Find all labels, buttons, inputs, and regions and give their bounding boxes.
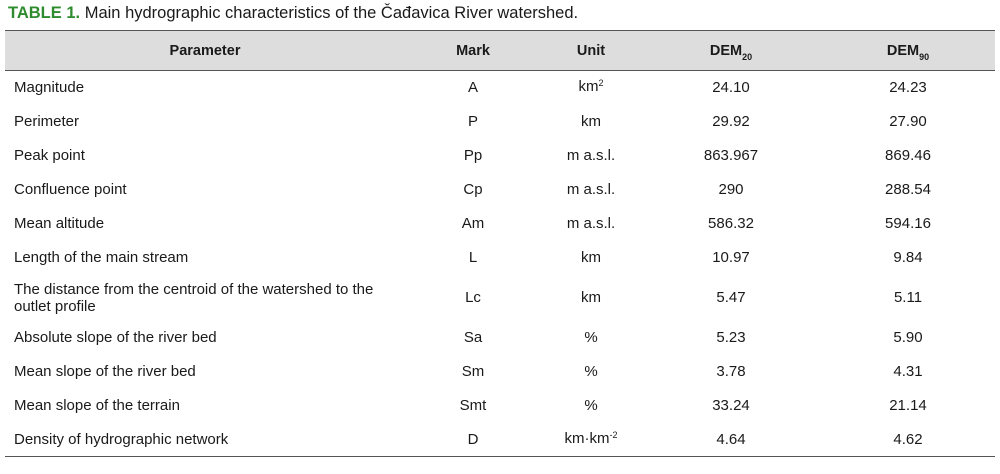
cell-parameter: Length of the main stream xyxy=(14,249,189,266)
cell-dem20: 24.10 xyxy=(712,79,750,97)
table-row-mean-terrain-slope xyxy=(5,389,995,423)
table-caption xyxy=(8,3,578,23)
cell-parameter-line-2: outlet profile xyxy=(14,297,96,315)
cell-mark: Am xyxy=(461,215,485,232)
table-header xyxy=(5,31,995,71)
table-row-perimeter xyxy=(5,105,995,139)
table-row-magnitude xyxy=(5,71,995,105)
cell-dem90: 594.16 xyxy=(885,215,931,232)
cell-unit xyxy=(541,71,641,105)
header-dem20-main: DEM xyxy=(709,42,743,59)
cell-mark: D xyxy=(405,423,541,457)
cell-parameter: Confluence point xyxy=(14,181,127,198)
cell-parameter: Magnitude xyxy=(14,79,85,97)
table-row-confluence-point xyxy=(5,173,995,207)
cell-parameter-line-1: The distance from the centroid of the watershed to the xyxy=(14,280,374,298)
cell-unit: km xyxy=(581,249,601,266)
cell-mark: Smt xyxy=(459,397,487,414)
hydrographic-characteristics-table xyxy=(5,30,995,457)
header-dem90-main: DEM xyxy=(886,42,920,59)
table-body xyxy=(5,71,995,457)
header-mark: Mark xyxy=(405,31,541,71)
cell-unit: % xyxy=(584,329,598,346)
cell-dem20: 5.47 xyxy=(716,289,746,306)
cell-mark: L xyxy=(468,249,478,266)
cell-dem20: 3.78 xyxy=(716,363,746,380)
cell-dem20: 5.23 xyxy=(716,329,746,346)
header-dem20 xyxy=(641,31,821,71)
cell-dem20: 290 xyxy=(718,181,744,198)
cell-dem20: 29.92 xyxy=(712,113,750,130)
cell-dem90: 5.11 xyxy=(893,289,923,306)
cell-unit: % xyxy=(584,397,598,414)
unit-text: km·km xyxy=(564,429,610,447)
cell-dem20: 586.32 xyxy=(708,215,754,232)
cell-unit: % xyxy=(584,363,598,380)
cell-parameter: Mean slope of the river bed xyxy=(14,363,196,380)
cell-parameter xyxy=(5,275,405,321)
header-dem90 xyxy=(821,31,995,71)
cell-parameter: Peak point xyxy=(14,147,85,164)
cell-mark: Pp xyxy=(463,147,483,164)
cell-mark: A xyxy=(467,79,478,97)
cell-dem20: 33.24 xyxy=(712,397,750,414)
cell-parameter: Mean slope of the terrain xyxy=(14,397,180,414)
header-parameter: Parameter xyxy=(5,31,405,71)
table-row-absolute-slope xyxy=(5,321,995,355)
header-dem20-subscript: 20 xyxy=(742,51,753,62)
table-row-centroid-distance xyxy=(5,275,995,321)
unit-superscript: -2 xyxy=(609,429,618,440)
cell-unit: m a.s.l. xyxy=(566,215,616,232)
cell-unit: km xyxy=(581,113,601,130)
table-caption-text: Main hydrographic characteristics of the Čađavica River watershed. xyxy=(84,4,579,22)
cell-dem90: 4.31 xyxy=(893,363,923,380)
header-dem90-subscript: 90 xyxy=(919,51,930,62)
cell-mark: P xyxy=(467,113,478,130)
cell-dem90: 869.46 xyxy=(885,147,931,164)
cell-mark: Cp xyxy=(463,181,483,198)
cell-dem90: 4.62 xyxy=(821,423,995,457)
cell-dem90: 9.84 xyxy=(893,249,923,266)
cell-mark: Sa xyxy=(463,329,483,346)
cell-dem20: 10.97 xyxy=(712,249,750,266)
table-row-main-stream-length xyxy=(5,241,995,275)
table-row-mean-riverbed-slope xyxy=(5,355,995,389)
unit-superscript: 2 xyxy=(598,78,604,89)
table-row-peak-point xyxy=(5,139,995,173)
cell-unit: m a.s.l. xyxy=(566,181,616,198)
table-caption-label: TABLE 1. xyxy=(8,4,81,22)
cell-mark: Lc xyxy=(465,289,481,306)
table-row-network-density xyxy=(5,423,995,457)
cell-parameter: Mean altitude xyxy=(14,215,105,232)
header-unit: Unit xyxy=(541,31,641,71)
unit-text: km xyxy=(578,78,599,96)
table-row-mean-altitude xyxy=(5,207,995,241)
cell-unit: km xyxy=(581,289,601,306)
cell-parameter: Perimeter xyxy=(14,113,80,130)
cell-dem90: 5.90 xyxy=(893,329,923,346)
header-row xyxy=(5,31,995,71)
cell-parameter: Density of hydrographic network xyxy=(5,423,405,457)
cell-dem90: 27.90 xyxy=(889,113,927,130)
cell-dem90: 21.14 xyxy=(889,397,927,414)
cell-unit: m a.s.l. xyxy=(566,147,616,164)
cell-parameter: Absolute slope of the river bed xyxy=(14,329,217,346)
cell-dem90: 288.54 xyxy=(885,181,931,198)
cell-dem20: 4.64 xyxy=(641,423,821,457)
cell-dem20: 863.967 xyxy=(703,147,759,164)
cell-unit xyxy=(541,423,641,457)
cell-mark: Sm xyxy=(461,363,485,380)
cell-dem90: 24.23 xyxy=(889,79,927,97)
